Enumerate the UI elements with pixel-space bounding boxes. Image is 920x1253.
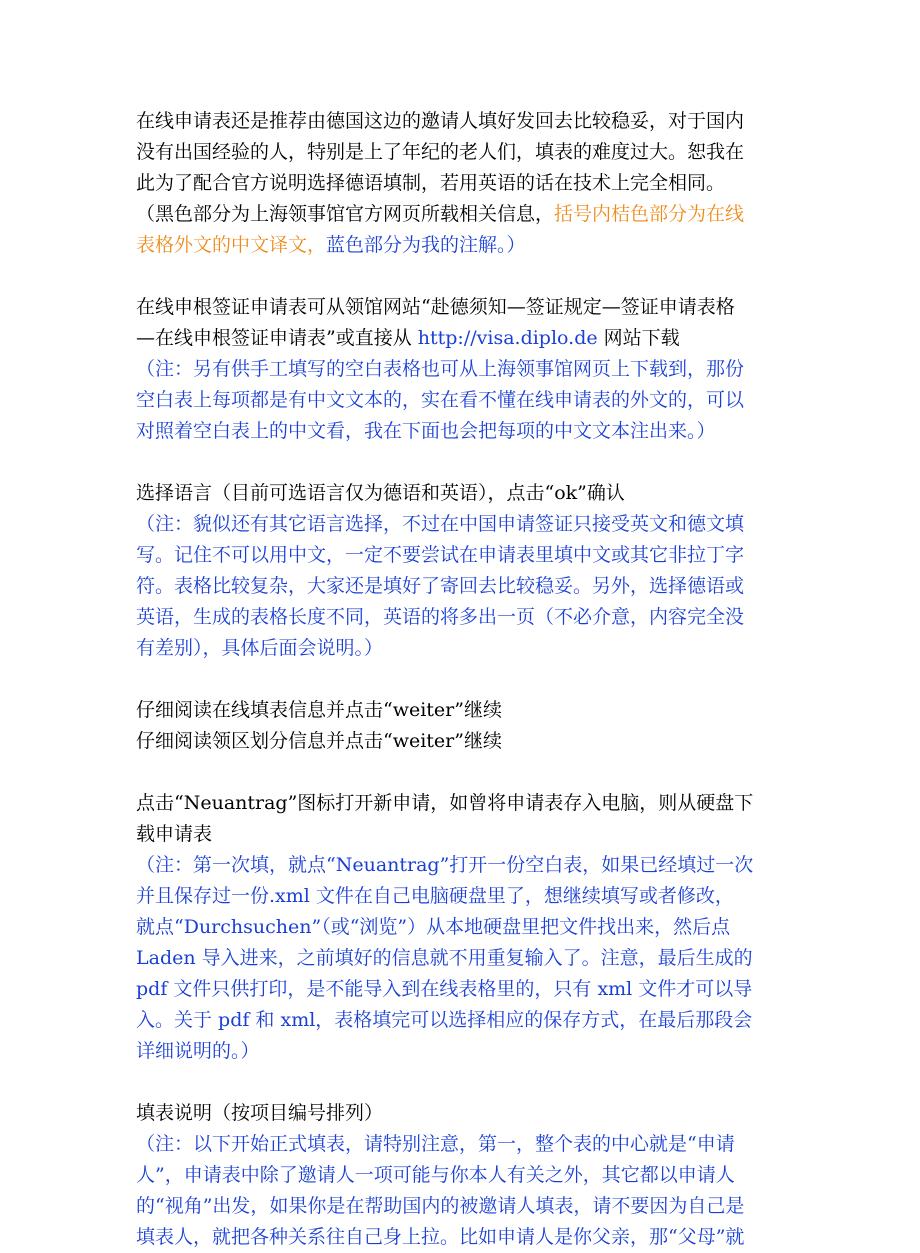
download-instruction-line: 在线申根签证申请表可从领馆网站“赴德须知—签证规定—签证申请表格 <box>136 296 735 318</box>
paragraph-gap <box>136 261 788 292</box>
legend-black-text: （黑色部分为上海领事馆官方网页所载相关信息， <box>136 203 555 225</box>
note-line: （注：貌似还有其它语言选择，不过在中国申请签证只接受英文和德文填 <box>136 513 745 535</box>
intro-line: 没有出国经验的人，特别是上了年纪的老人们，填表的难度过大。恕我在 <box>136 141 745 163</box>
note-line: 详细说明的。） <box>136 1040 260 1062</box>
note-line: 有差别），具体后面会说明。） <box>136 637 384 659</box>
legend-blue-text: 蓝色部分为我的注解。） <box>326 234 526 256</box>
new-application-instruction: 点击“Neuantrag”图标打开新申请，如曾将申请表存入电脑，则从硬盘下 <box>136 792 754 814</box>
new-application-instruction: 载申请表 <box>136 823 213 845</box>
legend-orange-text: 括号内桔色部分为在线 <box>554 203 745 225</box>
paragraph-gap <box>136 664 788 695</box>
form-instructions-section <box>136 1098 788 1253</box>
note-line: 写。记住不可以用中文，一定不要尝试在申请表里填中文或其它非拉丁字 <box>136 544 745 566</box>
reading-instruction: 仔细阅读在线填表信息并点击“weiter”继续 <box>136 699 502 721</box>
reading-section <box>136 695 788 757</box>
note-line: （注：另有供手工填写的空白表格也可从上海领事馆网页上下载到，那份 <box>136 358 745 380</box>
note-line: 人”，申请表中除了邀请人一项可能与你本人有关之外，其它都以申请人 <box>136 1164 735 1186</box>
note-line: 对照着空白表上的中文看，我在下面也会把每项的中文文本注出来。） <box>136 420 716 442</box>
paragraph-gap <box>136 757 788 788</box>
reading-instruction: 仔细阅读领区划分信息并点击“weiter”继续 <box>136 730 502 752</box>
note-line: 填表人，就把各种关系往自己身上拉。比如申请人是你父亲，那“父母”就 <box>136 1226 745 1248</box>
new-application-section <box>136 788 788 1067</box>
download-instruction-line <box>136 323 788 354</box>
legend-orange-text: 表格外文的中文译文， <box>136 234 327 256</box>
language-instruction: 选择语言（目前可选语言仅为德语和英语），点击“ok”确认 <box>136 482 625 504</box>
note-line: Laden 导入进来，之前填好的信息就不用重复输入了。注意，最后生成的 <box>136 947 753 969</box>
note-line: 就点“Durchsuchen”（或“浏览”）从本地硬盘里把文件找出来，然后点 <box>136 916 731 938</box>
note-line: 英语，生成的表格长度不同，英语的将多出一页（不必介意，内容完全没 <box>136 606 745 628</box>
color-legend-line-2 <box>136 230 788 261</box>
note-line: 入。关于 pdf 和 xml，表格填完可以选择相应的保存方式，在最后那段会 <box>136 1009 753 1031</box>
intro-line: 在线申请表还是推荐由德国这边的邀请人填好发回去比较稳妥，对于国内 <box>136 110 745 132</box>
language-section <box>136 478 788 664</box>
note-line: （注：以下开始正式填表，请特别注意，第一，整个表的中心就是“申请 <box>136 1133 735 1155</box>
form-instructions-heading: 填表说明（按项目编号排列） <box>136 1102 384 1124</box>
note-line: 符。表格比较复杂，大家还是填好了寄回去比较稳妥。另外，选择德语或 <box>136 575 745 597</box>
download-suffix: 网站下载 <box>597 327 680 349</box>
download-section <box>136 292 788 447</box>
color-legend-line-1 <box>136 199 788 230</box>
document-body <box>136 106 788 1253</box>
note-line: 的“视角”出发，如果你是在帮助国内的被邀请人填表，请不要因为自己是 <box>136 1195 745 1217</box>
note-line: 并且保存过一份.xml 文件在自己电脑硬盘里了，想继续填写或者修改， <box>136 885 734 907</box>
note-line: （注：第一次填，就点“Neuantrag”打开一份空白表，如果已经填过一次 <box>136 854 754 876</box>
paragraph-gap <box>136 447 788 478</box>
note-line: pdf 文件只供打印，是不能导入到在线表格里的，只有 xml 文件才可以导 <box>136 978 753 1000</box>
intro-line: 此为了配合官方说明选择德语填制，若用英语的话在技术上完全相同。 <box>136 172 726 194</box>
intro-paragraph <box>136 106 788 261</box>
visa-website-link[interactable]: http://visa.diplo.de <box>417 327 598 349</box>
note-line: 空白表上每项都是有中文文本的，实在看不懂在线申请表的外文的，可以 <box>136 389 745 411</box>
paragraph-gap <box>136 1067 788 1098</box>
download-prefix: —在线申根签证申请表”或直接从 <box>136 327 418 349</box>
